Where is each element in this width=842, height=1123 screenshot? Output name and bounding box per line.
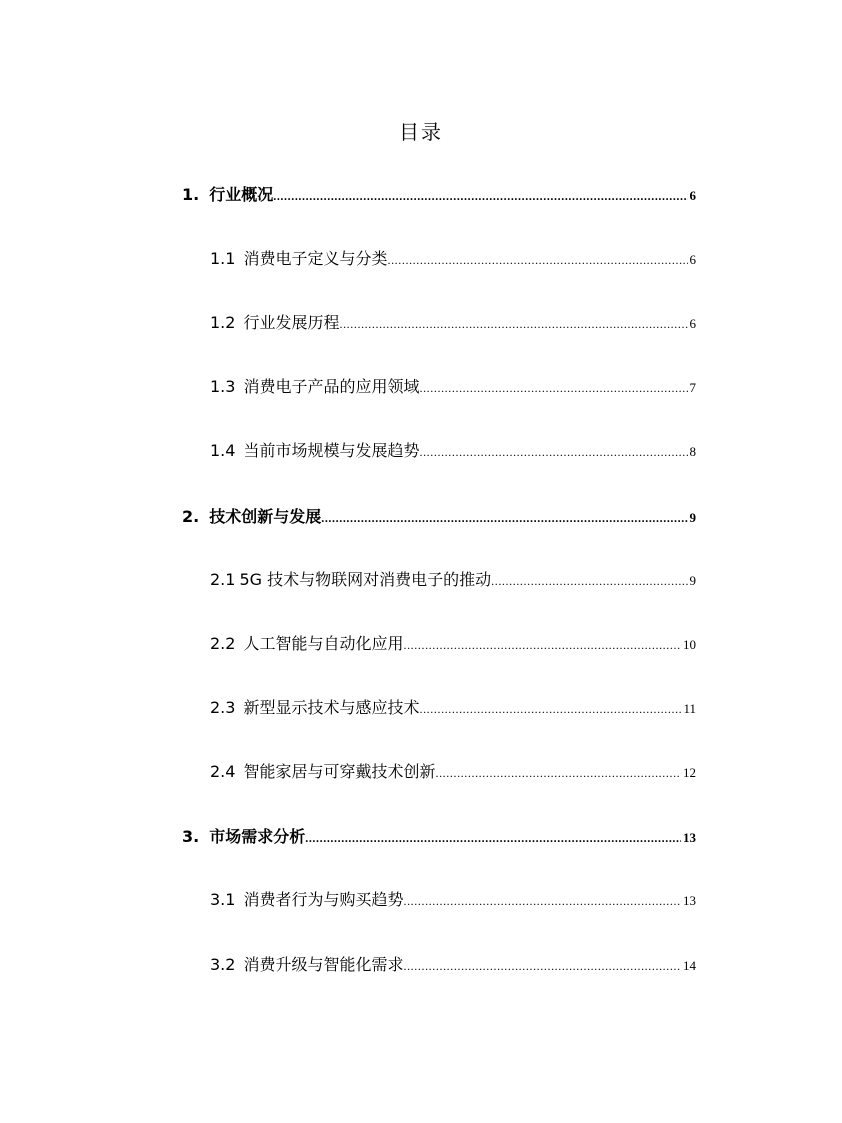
toc-entry-page: 7 xyxy=(689,380,696,395)
dot-leader xyxy=(403,638,681,653)
dot-leader xyxy=(305,831,681,846)
toc-entry-1-2[interactable] xyxy=(210,310,696,334)
dot-leader xyxy=(273,189,687,204)
toc-entry-page: 12 xyxy=(683,765,696,780)
toc-entry-page: 11 xyxy=(683,701,696,716)
toc-entry-3-2[interactable] xyxy=(210,952,696,976)
toc-entry-number: 2.2 xyxy=(210,634,236,653)
toc-entry-label xyxy=(182,182,273,205)
toc-entry-text: 智能家居与可穿戴技术创新 xyxy=(243,762,436,781)
toc-entry-2-3[interactable] xyxy=(210,695,696,719)
toc-entry-page: 10 xyxy=(683,637,696,652)
toc-entry-label xyxy=(210,374,419,397)
toc-entry-page: 6 xyxy=(689,188,696,203)
toc-entry-number: 1.4 xyxy=(210,441,236,460)
dot-leader xyxy=(403,959,681,974)
toc-entry-label xyxy=(210,695,419,718)
toc-entry-number: 1.1 xyxy=(210,249,236,268)
toc-entry-text: 消费升级与智能化需求 xyxy=(243,955,404,974)
toc-entry-1[interactable] xyxy=(182,182,696,206)
toc-entry-label xyxy=(210,759,435,782)
toc-entry-number: 2.1 xyxy=(210,570,236,589)
toc-entry-number: 1.2 xyxy=(210,313,236,332)
toc-entry-number: 3.1 xyxy=(210,890,236,909)
dot-leader xyxy=(491,574,687,589)
toc-entry-3[interactable] xyxy=(182,824,696,848)
toc-entry-text: 市场需求分析 xyxy=(209,827,306,846)
toc-entry-number: 1.3 xyxy=(210,377,236,396)
dot-leader xyxy=(321,511,687,526)
dot-leader xyxy=(403,894,681,909)
toc-entry-text: 技术创新与发展 xyxy=(209,507,322,526)
toc-entry-label xyxy=(210,631,403,654)
toc-entry-2-1[interactable] xyxy=(210,567,696,591)
toc-entry-page: 9 xyxy=(689,573,696,588)
toc-entry-label xyxy=(210,567,491,590)
toc-entry-text: 行业概况 xyxy=(209,185,274,204)
toc-entry-page: 6 xyxy=(689,252,696,267)
toc-entry-text: 新型显示技术与感应技术 xyxy=(243,698,420,717)
toc-entry-text: 行业发展历程 xyxy=(243,313,340,332)
dot-leader xyxy=(387,253,687,268)
toc-entry-2[interactable] xyxy=(182,504,696,528)
toc-entry-number: 2.4 xyxy=(210,762,236,781)
toc-entry-label xyxy=(182,504,321,527)
toc-entry-number: 1. xyxy=(182,185,200,204)
toc-entry-number: 3. xyxy=(182,827,200,846)
toc-entry-2-2[interactable] xyxy=(210,631,696,655)
toc-entry-page: 13 xyxy=(683,830,696,845)
toc-entry-label xyxy=(182,824,305,847)
toc-entry-page: 6 xyxy=(689,316,696,331)
toc-entry-label xyxy=(210,246,387,269)
toc-entry-label xyxy=(210,887,403,910)
toc-entry-page: 9 xyxy=(689,510,696,525)
dot-leader xyxy=(419,445,687,460)
toc-entry-1-4[interactable] xyxy=(210,438,696,462)
toc-entry-text: 消费电子定义与分类 xyxy=(243,249,388,268)
toc-entry-number: 2. xyxy=(182,507,200,526)
toc-entry-2-4[interactable] xyxy=(210,759,696,783)
toc-entry-text: 消费者行为与购买趋势 xyxy=(243,890,404,909)
toc-entry-text: 当前市场规模与发展趋势 xyxy=(243,441,420,460)
toc-entry-3-1[interactable] xyxy=(210,887,696,911)
toc-entry-page: 13 xyxy=(683,893,696,908)
toc-entry-label xyxy=(210,952,403,975)
toc-entry-number: 2.3 xyxy=(210,698,236,717)
toc-entry-number: 3.2 xyxy=(210,955,236,974)
toc-entry-1-1[interactable] xyxy=(210,246,696,270)
toc-entry-text: 人工智能与自动化应用 xyxy=(243,634,404,653)
dot-leader xyxy=(419,381,687,396)
toc-entry-1-3[interactable] xyxy=(210,374,696,398)
toc-entry-page: 8 xyxy=(689,444,696,459)
toc-entry-label xyxy=(210,438,419,461)
dot-leader xyxy=(435,766,681,781)
toc-entry-page: 14 xyxy=(683,958,696,973)
dot-leader xyxy=(419,702,681,717)
toc-entry-label xyxy=(210,310,339,333)
toc-entry-text: 消费电子产品的应用领域 xyxy=(243,377,420,396)
toc-title: 目录 xyxy=(399,120,443,144)
toc-entry-text: 5G 技术与物联网对消费电子的推动 xyxy=(239,570,492,589)
dot-leader xyxy=(339,317,687,332)
